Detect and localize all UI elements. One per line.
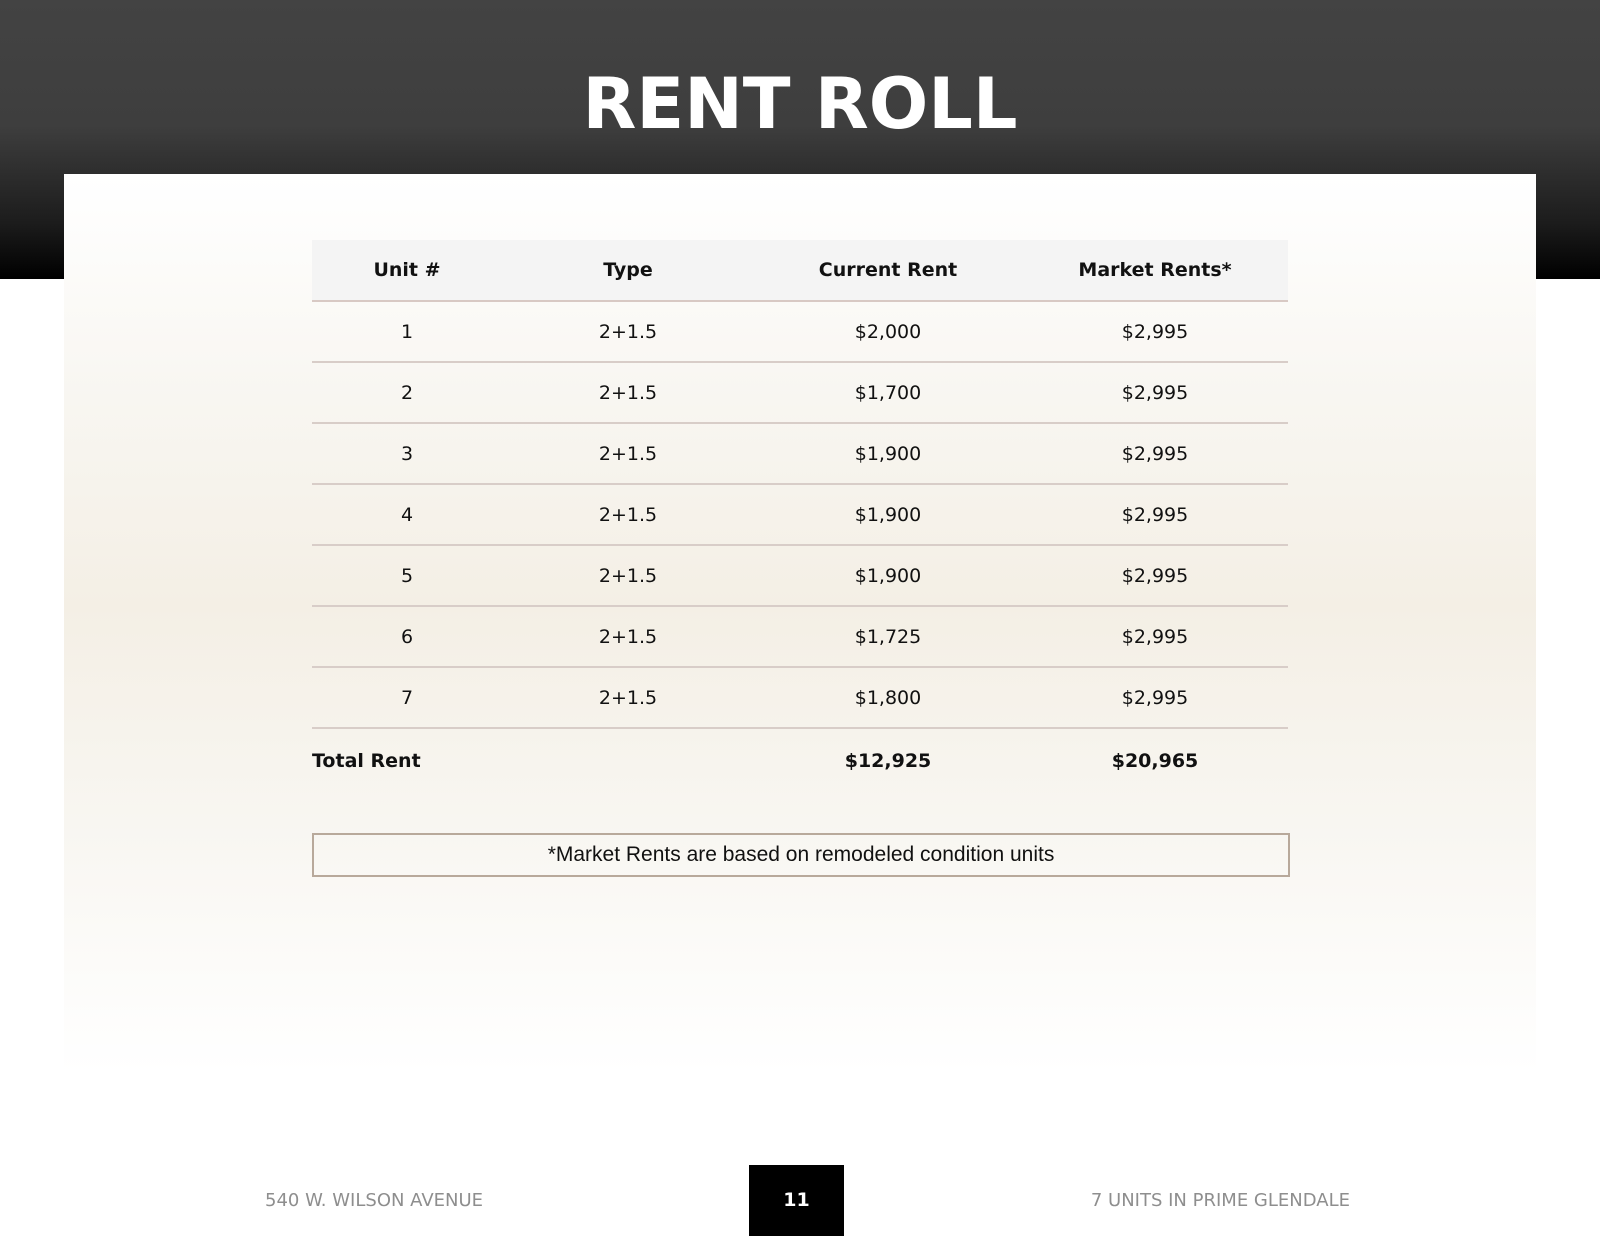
cell-current-rent: $1,725 [754, 606, 1022, 667]
market-rents-note: *Market Rents are based on remodeled condition units [312, 833, 1290, 877]
table-row [312, 423, 1288, 484]
column-header-current-rent: Current Rent [754, 240, 1022, 301]
cell-current-rent: $2,000 [754, 301, 1022, 362]
cell-market-rent: $2,995 [1022, 423, 1288, 484]
cell-unit: 4 [312, 484, 502, 545]
cell-market-rent: $2,995 [1022, 606, 1288, 667]
cell-current-rent: $1,900 [754, 423, 1022, 484]
cell-type: 2+1.5 [502, 606, 754, 667]
total-market-rent: $20,965 [1111, 750, 1199, 772]
table-row [312, 301, 1288, 362]
cell-market-rent: $2,995 [1022, 362, 1288, 423]
page-number: 11 [749, 1165, 844, 1236]
cell-unit: 7 [312, 667, 502, 728]
cell-unit: 3 [312, 423, 502, 484]
cell-current-rent: $1,900 [754, 545, 1022, 606]
cell-type: 2+1.5 [502, 423, 754, 484]
footer-tagline: 7 UNITS IN PRIME GLENDALE [1090, 1190, 1350, 1211]
column-header-market-rents: Market Rents* [1022, 240, 1288, 301]
table-row [312, 484, 1288, 545]
cell-current-rent: $1,800 [754, 667, 1022, 728]
cell-type: 2+1.5 [502, 545, 754, 606]
table-header-row [312, 240, 1288, 301]
table-row [312, 362, 1288, 423]
table-row [312, 545, 1288, 606]
total-type-empty [502, 728, 754, 793]
cell-market-rent: $2,995 [1022, 301, 1288, 362]
total-label: Total Rent [312, 750, 421, 772]
cell-type: 2+1.5 [502, 362, 754, 423]
cell-unit: 5 [312, 545, 502, 606]
cell-type: 2+1.5 [502, 301, 754, 362]
cell-current-rent: $1,700 [754, 362, 1022, 423]
cell-market-rent: $2,995 [1022, 484, 1288, 545]
column-header-unit: Unit # [312, 240, 502, 301]
cell-unit: 2 [312, 362, 502, 423]
table-row [312, 667, 1288, 728]
cell-unit: 6 [312, 606, 502, 667]
column-header-type: Type [502, 240, 754, 301]
cell-type: 2+1.5 [502, 667, 754, 728]
total-row [312, 728, 1288, 793]
cell-current-rent: $1,900 [754, 484, 1022, 545]
cell-unit: 1 [312, 301, 502, 362]
cell-type: 2+1.5 [502, 484, 754, 545]
footer-address: 540 W. WILSON AVENUE [265, 1190, 484, 1211]
page-title: RENT ROLL [582, 63, 1018, 145]
cell-market-rent: $2,995 [1022, 545, 1288, 606]
total-current-rent: $12,925 [844, 750, 932, 772]
table-row [312, 606, 1288, 667]
cell-market-rent: $2,995 [1022, 667, 1288, 728]
rent-roll-table [312, 240, 1288, 793]
